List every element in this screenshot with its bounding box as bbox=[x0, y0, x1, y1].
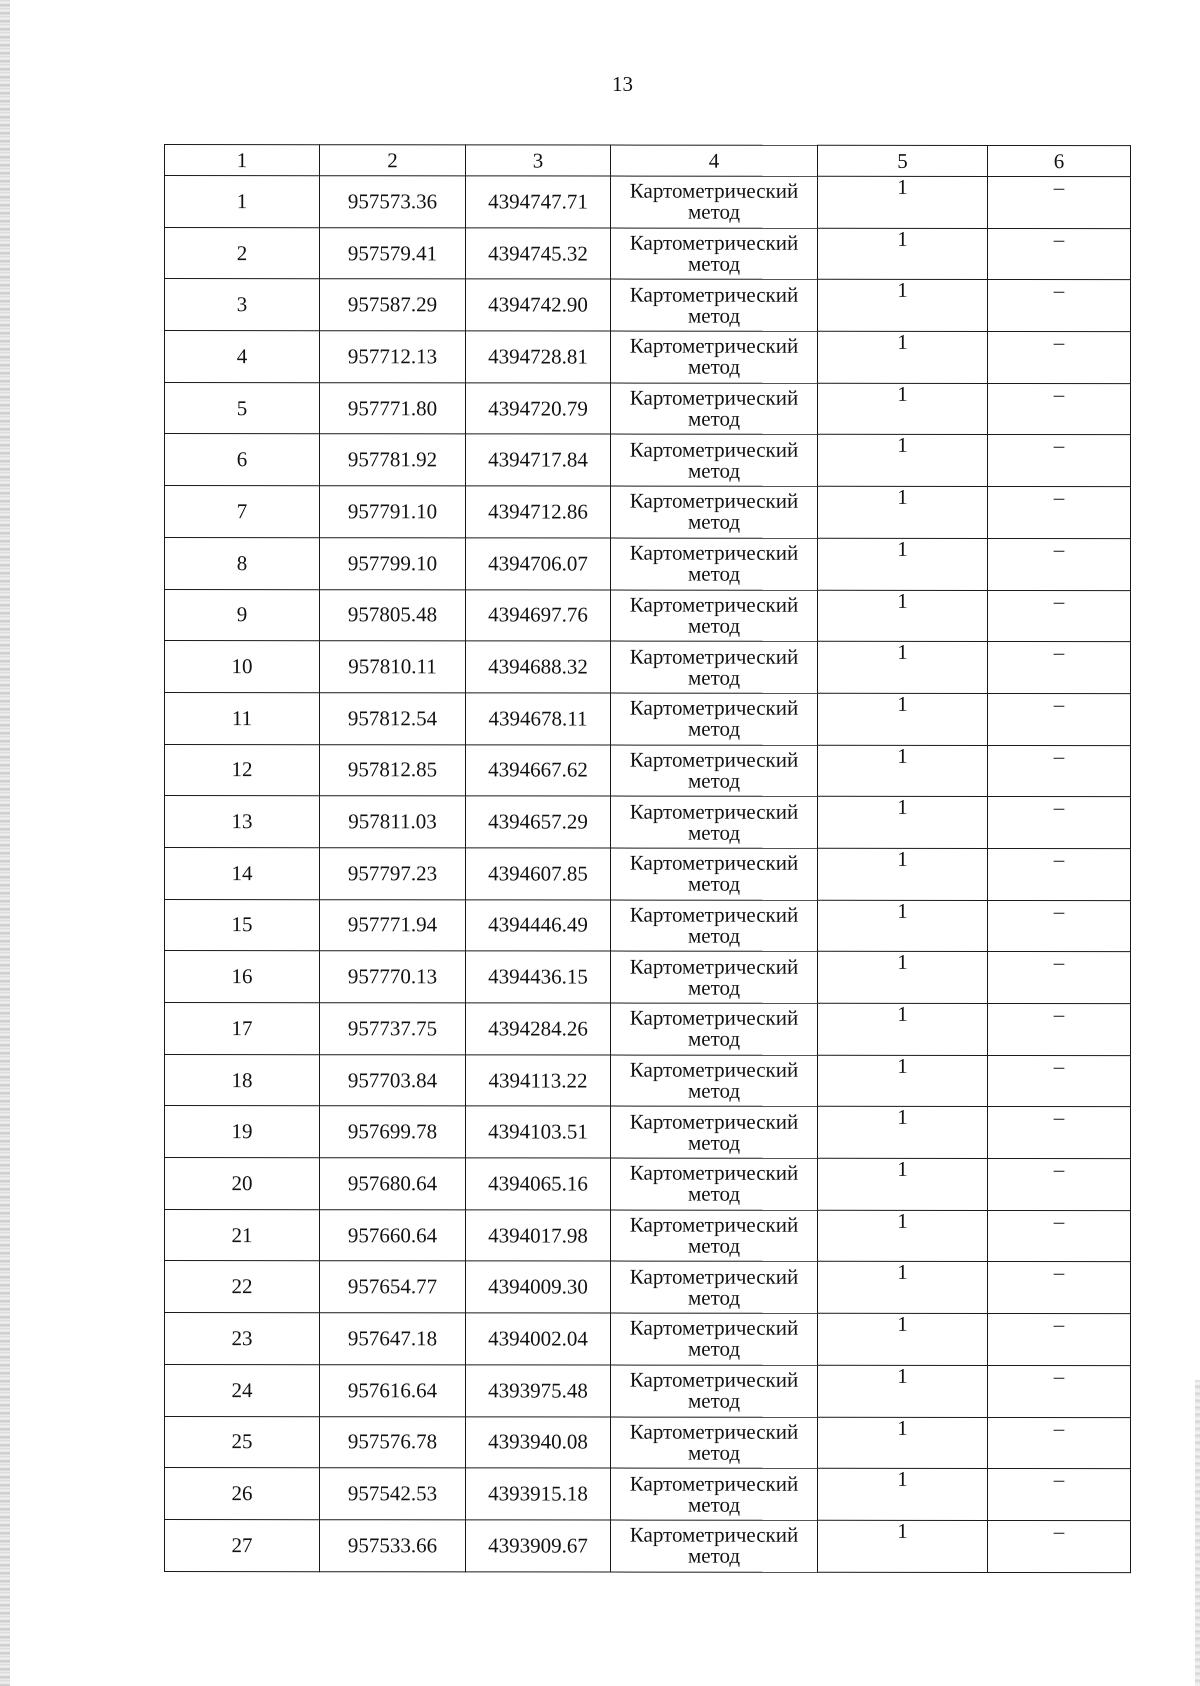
y-coordinate-cell: 4394717.84 bbox=[466, 434, 611, 486]
column-header: 1 bbox=[165, 145, 320, 176]
note-cell: – bbox=[988, 487, 1131, 539]
method-cell: Картометрический метод bbox=[611, 900, 818, 952]
y-coordinate-cell: 4393915.18 bbox=[466, 1468, 611, 1520]
point-number-cell: 14 bbox=[165, 847, 320, 899]
table-row bbox=[165, 1003, 1131, 1056]
point-number-cell: 4 bbox=[165, 331, 320, 383]
point-number-cell: 7 bbox=[165, 486, 320, 538]
table-row bbox=[165, 1261, 1131, 1314]
table-row bbox=[165, 382, 1131, 435]
table-row bbox=[165, 537, 1131, 590]
note-cell: – bbox=[988, 435, 1131, 487]
column-header: 2 bbox=[320, 145, 466, 176]
point-number-cell: 25 bbox=[165, 1416, 320, 1468]
note-cell: – bbox=[988, 1210, 1131, 1262]
y-coordinate-cell: 4394697.76 bbox=[466, 589, 611, 641]
accuracy-cell: 1 bbox=[818, 1107, 988, 1159]
accuracy-cell: 1 bbox=[818, 1520, 988, 1572]
note-cell: – bbox=[988, 848, 1131, 900]
accuracy-cell: 1 bbox=[818, 745, 988, 797]
table-row bbox=[165, 1209, 1131, 1262]
y-coordinate-cell: 4393975.48 bbox=[466, 1365, 611, 1417]
accuracy-cell: 1 bbox=[818, 797, 988, 849]
accuracy-cell: 1 bbox=[818, 1313, 988, 1365]
column-header: 5 bbox=[818, 145, 988, 176]
note-cell: – bbox=[988, 1159, 1131, 1211]
x-coordinate-cell: 957660.64 bbox=[320, 1209, 466, 1261]
note-cell: – bbox=[988, 1314, 1131, 1366]
note-cell: – bbox=[988, 693, 1131, 745]
x-coordinate-cell: 957781.92 bbox=[320, 434, 466, 486]
point-number-cell: 22 bbox=[165, 1261, 320, 1313]
x-coordinate-cell: 957812.54 bbox=[320, 693, 466, 745]
method-cell: Картометрический метод bbox=[611, 1468, 818, 1520]
x-coordinate-cell: 957805.48 bbox=[320, 589, 466, 641]
method-cell: Картометрический метод bbox=[611, 331, 818, 383]
method-cell: Картометрический метод bbox=[611, 1520, 818, 1572]
y-coordinate-cell: 4394017.98 bbox=[466, 1210, 611, 1262]
x-coordinate-cell: 957616.64 bbox=[320, 1365, 466, 1417]
method-cell: Картометрический метод bbox=[611, 1158, 818, 1210]
method-cell: Картометрический метод bbox=[611, 1003, 818, 1055]
note-cell: – bbox=[988, 952, 1131, 1004]
method-cell: Картометрический метод bbox=[611, 693, 818, 745]
note-cell: – bbox=[988, 538, 1131, 590]
accuracy-cell: 1 bbox=[818, 590, 988, 642]
accuracy-cell: 1 bbox=[818, 900, 988, 952]
accuracy-cell: 1 bbox=[818, 1417, 988, 1469]
accuracy-cell: 1 bbox=[818, 280, 988, 332]
method-cell: Картометрический метод bbox=[611, 538, 818, 590]
y-coordinate-cell: 4394728.81 bbox=[466, 331, 611, 383]
accuracy-cell: 1 bbox=[818, 1365, 988, 1417]
method-cell: Картометрический метод bbox=[611, 1365, 818, 1417]
point-number-cell: 12 bbox=[165, 744, 320, 796]
table-row bbox=[165, 1364, 1131, 1417]
table-row bbox=[165, 434, 1131, 487]
point-number-cell: 11 bbox=[165, 692, 320, 744]
y-coordinate-cell: 4394009.30 bbox=[466, 1261, 611, 1313]
accuracy-cell: 1 bbox=[818, 486, 988, 538]
scan-edge-left bbox=[0, 0, 10, 1686]
note-cell: – bbox=[988, 332, 1131, 384]
table-row bbox=[165, 227, 1131, 280]
point-number-cell: 26 bbox=[165, 1468, 320, 1520]
x-coordinate-cell: 957771.80 bbox=[320, 382, 466, 434]
x-coordinate-cell: 957542.53 bbox=[320, 1468, 466, 1520]
note-cell: – bbox=[988, 177, 1131, 229]
x-coordinate-cell: 957533.66 bbox=[320, 1520, 466, 1572]
x-coordinate-cell: 957712.13 bbox=[320, 331, 466, 383]
y-coordinate-cell: 4394688.32 bbox=[466, 641, 611, 693]
accuracy-cell: 1 bbox=[818, 693, 988, 745]
method-cell: Картометрический метод bbox=[611, 745, 818, 797]
table-row bbox=[165, 899, 1131, 952]
accuracy-cell: 1 bbox=[818, 1003, 988, 1055]
table-row bbox=[165, 1158, 1131, 1211]
method-cell: Картометрический метод bbox=[611, 1210, 818, 1262]
y-coordinate-cell: 4394747.71 bbox=[466, 176, 611, 228]
accuracy-cell: 1 bbox=[818, 1262, 988, 1314]
y-coordinate-cell: 4394712.86 bbox=[466, 486, 611, 538]
note-cell: – bbox=[988, 1469, 1131, 1521]
y-coordinate-cell: 4394720.79 bbox=[466, 383, 611, 435]
point-number-cell: 23 bbox=[165, 1313, 320, 1365]
point-number-cell: 5 bbox=[165, 382, 320, 434]
table-row bbox=[165, 796, 1131, 849]
x-coordinate-cell: 957799.10 bbox=[320, 538, 466, 590]
note-cell: – bbox=[988, 590, 1131, 642]
note-cell: – bbox=[988, 280, 1131, 332]
y-coordinate-cell: 4394065.16 bbox=[466, 1158, 611, 1210]
column-header: 6 bbox=[988, 146, 1131, 177]
note-cell: – bbox=[988, 1365, 1131, 1417]
table-header-row bbox=[165, 145, 1131, 177]
accuracy-cell: 1 bbox=[818, 1210, 988, 1262]
table-row bbox=[165, 1106, 1131, 1159]
method-cell: Картометрический метод bbox=[611, 1417, 818, 1469]
page-number: 13 bbox=[612, 72, 633, 96]
x-coordinate-cell: 957699.78 bbox=[320, 1106, 466, 1158]
table-row bbox=[165, 1416, 1131, 1469]
method-cell: Картометрический метод bbox=[611, 641, 818, 693]
point-number-cell: 20 bbox=[165, 1158, 320, 1210]
y-coordinate-cell: 4394103.51 bbox=[466, 1106, 611, 1158]
y-coordinate-cell: 4394113.22 bbox=[466, 1055, 611, 1107]
point-number-cell: 8 bbox=[165, 537, 320, 589]
y-coordinate-cell: 4394706.07 bbox=[466, 538, 611, 590]
table-row bbox=[165, 1054, 1131, 1107]
note-cell: – bbox=[988, 1520, 1131, 1572]
x-coordinate-cell: 957573.36 bbox=[320, 176, 466, 228]
y-coordinate-cell: 4394436.15 bbox=[466, 951, 611, 1003]
note-cell: – bbox=[988, 1417, 1131, 1469]
method-cell: Картометрический метод bbox=[611, 434, 818, 486]
method-cell: Картометрический метод bbox=[611, 1055, 818, 1107]
y-coordinate-cell: 4393909.67 bbox=[466, 1520, 611, 1572]
point-number-cell: 21 bbox=[165, 1209, 320, 1261]
note-cell: – bbox=[988, 1004, 1131, 1056]
x-coordinate-cell: 957654.77 bbox=[320, 1261, 466, 1313]
table-row bbox=[165, 1519, 1131, 1572]
note-cell: – bbox=[988, 900, 1131, 952]
x-coordinate-cell: 957811.03 bbox=[320, 796, 466, 848]
accuracy-cell: 1 bbox=[818, 1055, 988, 1107]
table-row bbox=[165, 847, 1131, 900]
point-number-cell: 13 bbox=[165, 796, 320, 848]
point-number-cell: 24 bbox=[165, 1364, 320, 1416]
point-number-cell: 2 bbox=[165, 227, 320, 279]
point-number-cell: 19 bbox=[165, 1106, 320, 1158]
table-row bbox=[165, 279, 1131, 332]
y-coordinate-cell: 4393940.08 bbox=[466, 1416, 611, 1468]
table-row bbox=[165, 331, 1131, 384]
note-cell: – bbox=[988, 745, 1131, 797]
accuracy-cell: 1 bbox=[818, 228, 988, 280]
table-row bbox=[165, 589, 1131, 642]
scan-edge-right bbox=[1195, 1380, 1200, 1686]
method-cell: Картометрический метод bbox=[611, 279, 818, 331]
accuracy-cell: 1 bbox=[818, 848, 988, 900]
x-coordinate-cell: 957771.94 bbox=[320, 899, 466, 951]
method-cell: Картометрический метод bbox=[611, 486, 818, 538]
x-coordinate-cell: 957579.41 bbox=[320, 227, 466, 279]
note-cell: – bbox=[988, 1107, 1131, 1159]
table-row bbox=[165, 1313, 1131, 1366]
method-cell: Картометрический метод bbox=[611, 590, 818, 642]
x-coordinate-cell: 957703.84 bbox=[320, 1054, 466, 1106]
x-coordinate-cell: 957791.10 bbox=[320, 486, 466, 538]
accuracy-cell: 1 bbox=[818, 176, 988, 228]
accuracy-cell: 1 bbox=[818, 435, 988, 487]
point-number-cell: 9 bbox=[165, 589, 320, 641]
x-coordinate-cell: 957737.75 bbox=[320, 1003, 466, 1055]
note-cell: – bbox=[988, 642, 1131, 694]
point-number-cell: 16 bbox=[165, 951, 320, 1003]
y-coordinate-cell: 4394745.32 bbox=[466, 228, 611, 280]
table-row bbox=[165, 486, 1131, 539]
y-coordinate-cell: 4394742.90 bbox=[466, 279, 611, 331]
method-cell: Картометрический метод bbox=[611, 1106, 818, 1158]
x-coordinate-cell: 957770.13 bbox=[320, 951, 466, 1003]
accuracy-cell: 1 bbox=[818, 331, 988, 383]
accuracy-cell: 1 bbox=[818, 1468, 988, 1520]
point-number-cell: 6 bbox=[165, 434, 320, 486]
point-number-cell: 15 bbox=[165, 899, 320, 951]
method-cell: Картометрический метод bbox=[611, 383, 818, 435]
y-coordinate-cell: 4394657.29 bbox=[466, 796, 611, 848]
x-coordinate-cell: 957680.64 bbox=[320, 1158, 466, 1210]
point-number-cell: 3 bbox=[165, 279, 320, 331]
point-number-cell: 27 bbox=[165, 1519, 320, 1571]
y-coordinate-cell: 4394607.85 bbox=[466, 848, 611, 900]
note-cell: – bbox=[988, 383, 1131, 435]
note-cell: – bbox=[988, 228, 1131, 280]
y-coordinate-cell: 4394446.49 bbox=[466, 899, 611, 951]
x-coordinate-cell: 957812.85 bbox=[320, 744, 466, 796]
y-coordinate-cell: 4394284.26 bbox=[466, 1003, 611, 1055]
method-cell: Картометрический метод bbox=[611, 1261, 818, 1313]
column-header: 4 bbox=[611, 145, 818, 176]
table-row bbox=[165, 744, 1131, 797]
note-cell: – bbox=[988, 1055, 1131, 1107]
x-coordinate-cell: 957576.78 bbox=[320, 1416, 466, 1468]
table-row bbox=[165, 692, 1131, 745]
table-row bbox=[165, 641, 1131, 694]
method-cell: Картометрический метод bbox=[611, 848, 818, 900]
point-number-cell: 17 bbox=[165, 1003, 320, 1055]
point-number-cell: 18 bbox=[165, 1054, 320, 1106]
accuracy-cell: 1 bbox=[818, 1158, 988, 1210]
method-cell: Картометрический метод bbox=[611, 176, 818, 228]
column-header: 3 bbox=[466, 145, 611, 176]
y-coordinate-cell: 4394002.04 bbox=[466, 1313, 611, 1365]
point-number-cell: 1 bbox=[165, 176, 320, 228]
method-cell: Картометрический метод bbox=[611, 1313, 818, 1365]
y-coordinate-cell: 4394667.62 bbox=[466, 744, 611, 796]
x-coordinate-cell: 957587.29 bbox=[320, 279, 466, 331]
x-coordinate-cell: 957647.18 bbox=[320, 1313, 466, 1365]
table-row bbox=[165, 1468, 1131, 1521]
x-coordinate-cell: 957810.11 bbox=[320, 641, 466, 693]
point-number-cell: 10 bbox=[165, 641, 320, 693]
note-cell: – bbox=[988, 1262, 1131, 1314]
table-row bbox=[165, 951, 1131, 1004]
table-row bbox=[165, 176, 1131, 229]
x-coordinate-cell: 957797.23 bbox=[320, 848, 466, 900]
accuracy-cell: 1 bbox=[818, 952, 988, 1004]
method-cell: Картометрический метод bbox=[611, 228, 818, 280]
accuracy-cell: 1 bbox=[818, 538, 988, 590]
accuracy-cell: 1 bbox=[818, 641, 988, 693]
coordinates-table bbox=[164, 144, 1131, 1573]
y-coordinate-cell: 4394678.11 bbox=[466, 693, 611, 745]
accuracy-cell: 1 bbox=[818, 383, 988, 435]
note-cell: – bbox=[988, 797, 1131, 849]
method-cell: Картометрический метод bbox=[611, 951, 818, 1003]
method-cell: Картометрический метод bbox=[611, 796, 818, 848]
